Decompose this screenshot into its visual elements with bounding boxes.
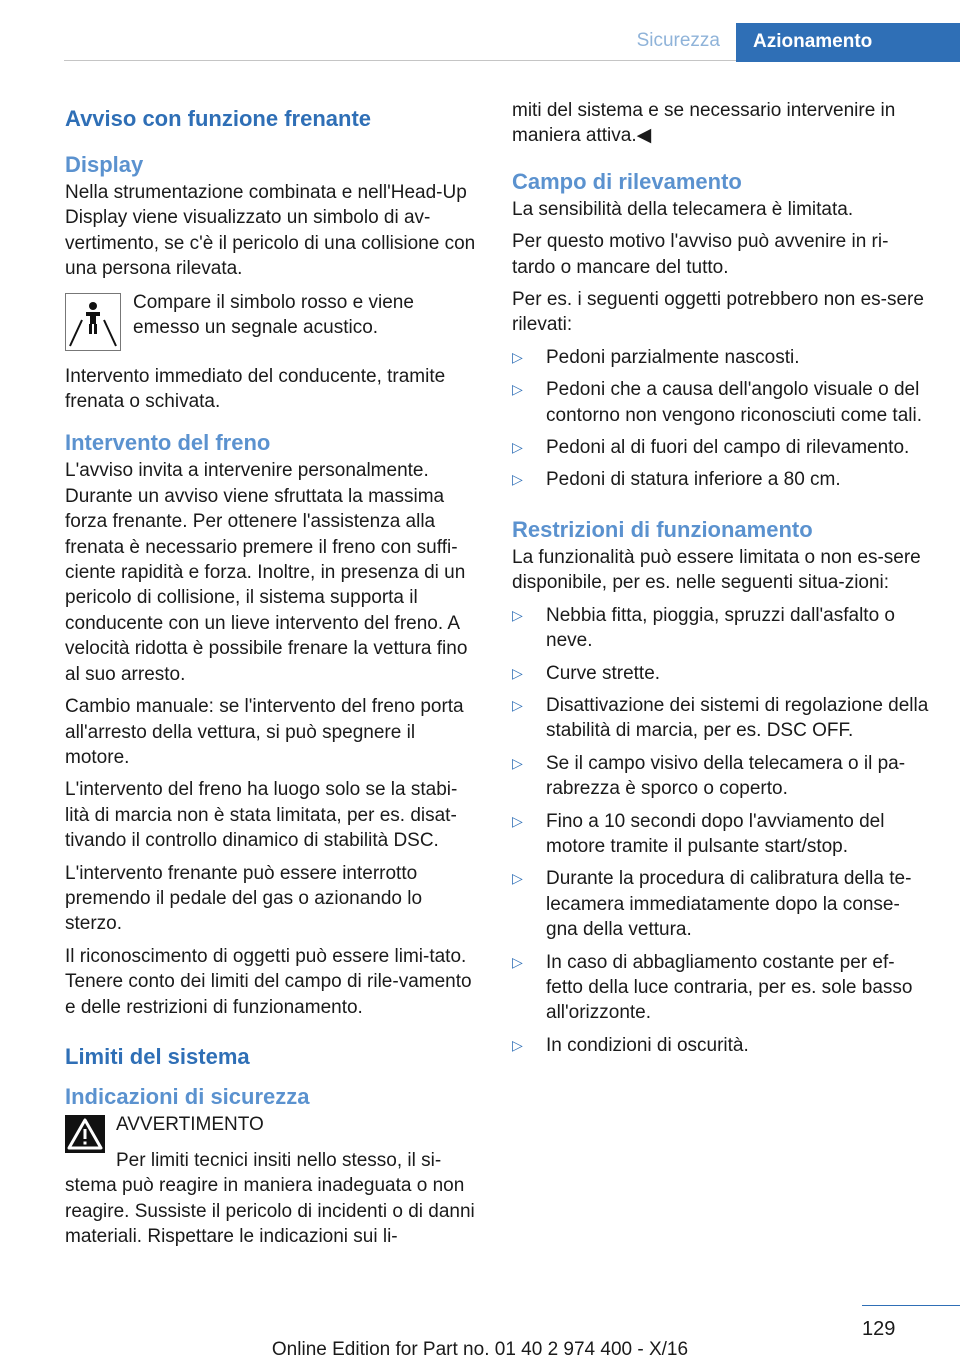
detection-limit-list: [512, 345, 930, 493]
warning-label: AVVERTIMENTO: [116, 1113, 264, 1135]
paragraph: L'intervento del freno ha luogo solo se la stabi-lità di marcia non è stata limitata, per es. disat-tivando il controllo dinamico di stabilità DSC.: [65, 779, 458, 852]
heading-safety-notes: Indicazioni di sicurezza: [65, 1083, 310, 1109]
bullet-triangle-icon: ▷: [512, 664, 523, 681]
bullet-triangle-icon: ▷: [512, 606, 523, 623]
bullet-triangle-icon: ▷: [512, 348, 523, 365]
list-item: ▷ Durante la procedura di calibratura della te-lecamera immediatamente dopo la conse-gna della vettura.: [512, 868, 912, 941]
bullet-triangle-icon: ▷: [512, 471, 523, 488]
restriction-list: [512, 603, 930, 1059]
section-title-brake-warning: Avviso con funzione frenante: [65, 106, 372, 131]
list-item: ▷ In condizioni di oscurità.: [512, 1033, 930, 1058]
heading-function-restrictions: Restrizioni di funzionamento: [512, 516, 813, 542]
paragraph: L'intervento frenante può essere interrotto premendo il pedale del gas o azionando lo sterzo.: [65, 862, 423, 935]
list-item: ▷ Curve strette.: [512, 661, 930, 686]
bullet-triangle-icon: ▷: [512, 381, 523, 398]
symbol-row: [65, 293, 480, 351]
paragraph: Per questo motivo l'avviso può avvenire in ri-tardo o mancare del tutto.: [512, 231, 889, 278]
bullet-triangle-icon: ▷: [512, 1036, 523, 1053]
paragraph: La funzionalità può essere limitata o non es-sere disponibile, per es. nelle seguenti situa-zioni:: [512, 546, 921, 594]
section-title-system-limits: Limiti del sistema: [65, 1043, 250, 1069]
page-number: 129: [862, 1318, 896, 1340]
paragraph: La sensibilità della telecamera è limitata.: [512, 198, 854, 220]
list-item: ▷ Pedoni parzialmente nascosti.: [512, 345, 930, 370]
list-item: ▷ Fino a 10 secondi dopo l'avviamento del motore tramite il pulsante start/stop.: [512, 810, 885, 857]
list-item: ▷ Pedoni al di fuori del campo di rilevamento.: [512, 435, 930, 460]
heading-display: Display: [65, 152, 144, 177]
heading-brake-intervention: Intervento del freno: [65, 430, 271, 456]
bullet-triangle-icon: ▷: [512, 870, 523, 887]
left-column: [65, 98, 480, 1257]
header-chapter-tab: Azionamento: [736, 23, 960, 62]
paragraph: Per es. i seguenti oggetti potrebbero non es-sere rilevati:: [512, 289, 924, 336]
symbol-description: Compare il simbolo rosso e viene emesso un segnale acustico.: [133, 291, 414, 339]
paragraph: Intervento immediato del conducente, tramite frenata o schivata.: [65, 365, 446, 413]
warning-text: Per limiti tecnici insiti nello stesso, il si-stema può reagire in maniera inadeguata o non reagire. Sussiste il pericolo di incidenti o di danni materiali. Rispettare le indicazioni sui li-: [65, 1149, 475, 1248]
paragraph: Nella strumentazione combinata e nell'Head-Up Display viene visualizzato un simbolo di av-vertimento, se c'è il pericolo di una collisione con una persona rilevata.: [65, 182, 476, 280]
paragraph-continued: miti del sistema e se necessario intervenire in maniera attiva.◀: [512, 100, 896, 147]
warning-block: [65, 1112, 480, 1153]
bullet-triangle-icon: ▷: [512, 696, 523, 713]
list-item: ▷ Disattivazione dei sistemi di regolazione della stabilità di marcia, per es. DSC OFF.: [512, 694, 929, 742]
warning-triangle-icon: [65, 1115, 105, 1153]
bullet-triangle-icon: ▷: [512, 439, 523, 456]
bullet-triangle-icon: ▷: [512, 754, 523, 771]
list-item: ▷ Nebbia fitta, pioggia, spruzzi dall'asfalto o neve.: [512, 604, 895, 652]
paragraph: L'avviso invita a intervenire personalmente. Durante un avviso viene sfruttata la massima forza frenante. Per ottenere l'assistenza alla frenata è necessario premere il freno con suffi-ciente rapidità e forza. Inoltre, in presenza di un pericolo di collisione, il sistema supporta il conducente con un lieve intervento del freno. A velocità ridotta è possibile frenare la vettura fino al suo arresto.: [65, 460, 468, 685]
page-number-rule: [862, 1305, 960, 1306]
paragraph: Cambio manuale: se l'intervento del freno porta all'arresto della vettura, si può spegnere il motore.: [65, 696, 464, 768]
right-column: [512, 98, 930, 1065]
heading-detection-range: Campo di rilevamento: [512, 168, 742, 194]
edition-footer: Online Edition for Part no. 01 40 2 974 400 - X/16: [271, 1339, 689, 1360]
paragraph: Il riconoscimento di oggetti può essere limi-tato. Tenere conto dei limiti del campo di rile-vamento e delle restrizioni di funzionamento.: [65, 945, 472, 1018]
list-item: ▷ Pedoni che a causa dell'angolo visuale o del contorno non vengono riconosciuti come tali.: [512, 379, 923, 426]
list-item: ▷ In caso di abbagliamento costante per ef-fetto della luce contraria, per es. sole basso all'orizzonte.: [512, 951, 913, 1024]
pedestrian-warning-icon: [65, 293, 121, 351]
list-item: ▷ Pedoni di statura inferiore a 80 cm.: [512, 467, 930, 492]
list-item: ▷ Se il campo visivo della telecamera o il pa-rabrezza è sporco o coperto.: [512, 752, 906, 800]
header-section-label: Sicurezza: [636, 30, 720, 51]
bullet-triangle-icon: ▷: [512, 812, 523, 829]
bullet-triangle-icon: ▷: [512, 953, 523, 970]
